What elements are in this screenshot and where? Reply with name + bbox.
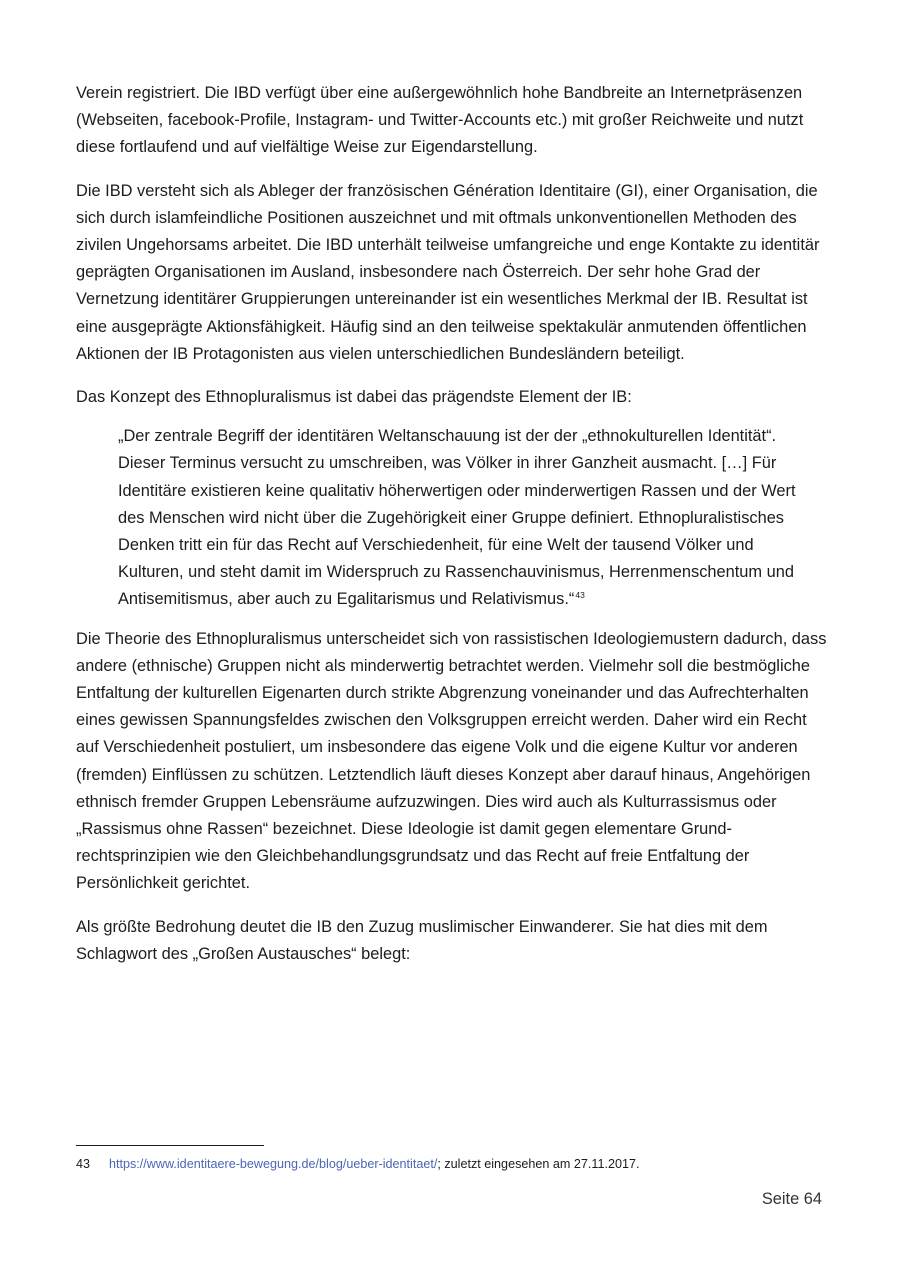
quote-text: „Der zentrale Begriff der identitären Weltanschauung ist der der „ethnokulturellen Identität“. Dieser Terminus versucht zu umschreiben, was Völker in ihrer Ganzheit ausmacht. […] Für Identitäre existieren keine qualitativ höherwertigen oder minderwertigen Rassen und der Wert des Menschen wird nicht über die Zugehörigkeit einer Gruppe definiert. Ethnopluralistisches Denken tritt ein für das Recht auf Verschiedenheit, für eine Welt der tausend Völker und Kulturen, und steht damit im Widerspruch zu Rassenchauvinismus, Herrenmenschentum und Antisemitismus, aber auch zu Egalitarismus und Relativismus.“ [118, 427, 796, 609]
footnote-number: 43 [76, 1157, 91, 1171]
footnote [76, 1155, 836, 1173]
paragraph-ethnopluralism-intro: Das Konzept des Ethnopluralismus ist dabei das prägendste Element der IB: [76, 388, 632, 407]
body-text [76, 80, 828, 984]
paragraph-ibd-origin: Die IBD versteht sich als Ableger der französischen Génération Identitaire (GI), einer Organisation, die sich durch islamfeindliche Positionen auszeichnet und mit oftmals unkonventionellen Methoden des zivilen Ungehorsams arbeitet. Die IBD unterhält teilweise umfangreiche und enge Kontakte zu identitär geprägten Organisationen im Ausland, insbesondere nach Österreich. Der sehr hohe Grad der Vernetzung identitärer Gruppierungen untereinander ist ein wesentliches Merkmal der IB. Resultat ist eine ausgeprägte Aktionsfähigkeit. Häufig sind an den teilweise spektakulär anmutenden öffentlichen Aktionen der IB Protagonisten aus vielen unterschiedlichen Bundesländern beteiligt. [76, 181, 820, 363]
block-quote [118, 423, 818, 613]
footnote-reference: 43 [575, 590, 585, 601]
footnote-divider [76, 1145, 264, 1146]
footnote-text: ; zuletzt eingesehen am 27.11.2017. [437, 1157, 640, 1171]
paragraph-ethnopluralism-theory: Die Theorie des Ethnopluralismus unterscheidet sich von rassistischen Ideologiemustern dadurch, dass andere (ethnische) Gruppen nicht als minderwertig betrachtet werden. Vielmehr soll die bestmögliche Entfaltung der kulturellen Eigenarten durch strikte Abgrenzung voneinander und das Aufrechterhalten eines gewissen Spannungsfeldes zwischen den Volksgruppen erreicht werden. Daher wird ein Recht auf Verschiedenheit postuliert, um insbesondere das eigene Volk und die eigene Kultur vor anderen (fremden) Einflüssen zu schützen. Letztendlich läuft dieses Konzept aber darauf hinaus, Angehörigen ethnisch fremder Gruppen Lebensräume aufzuzwingen. Dies wird auch als Kulturrassismus oder „Rassismus ohne Rassen“ bezeichnet. Diese Ideologie ist damit gegen elementare Grundrechtsprinzipien wie den Gleichbehandlungsgrundsatz und das Recht auf freie Entfaltung der Persönlichkeit gerichtet. [76, 629, 827, 893]
footnote-link[interactable]: https://www.identitaere-bewegung.de/blog/ueber-identitaet/ [109, 1157, 438, 1171]
paragraph-great-replacement: Als größte Bedrohung deutet die IB den Zuzug muslimischer Einwanderer. Sie hat dies mit dem Schlagwort des „Großen Austausches“ belegt: [76, 917, 768, 963]
page-number: Seite 64 [761, 1190, 822, 1208]
paragraph-intro: Verein registriert. Die IBD verfügt über eine außergewöhnlich hohe Bandbreite an Internetpräsenzen (Webseiten, facebook-Profile, Instagram- und Twitter-Accounts etc.) mit großer Reichweite und nutzt diese fortlaufend und auf vielfältige Weise zur Eigendarstellung. [76, 84, 804, 157]
